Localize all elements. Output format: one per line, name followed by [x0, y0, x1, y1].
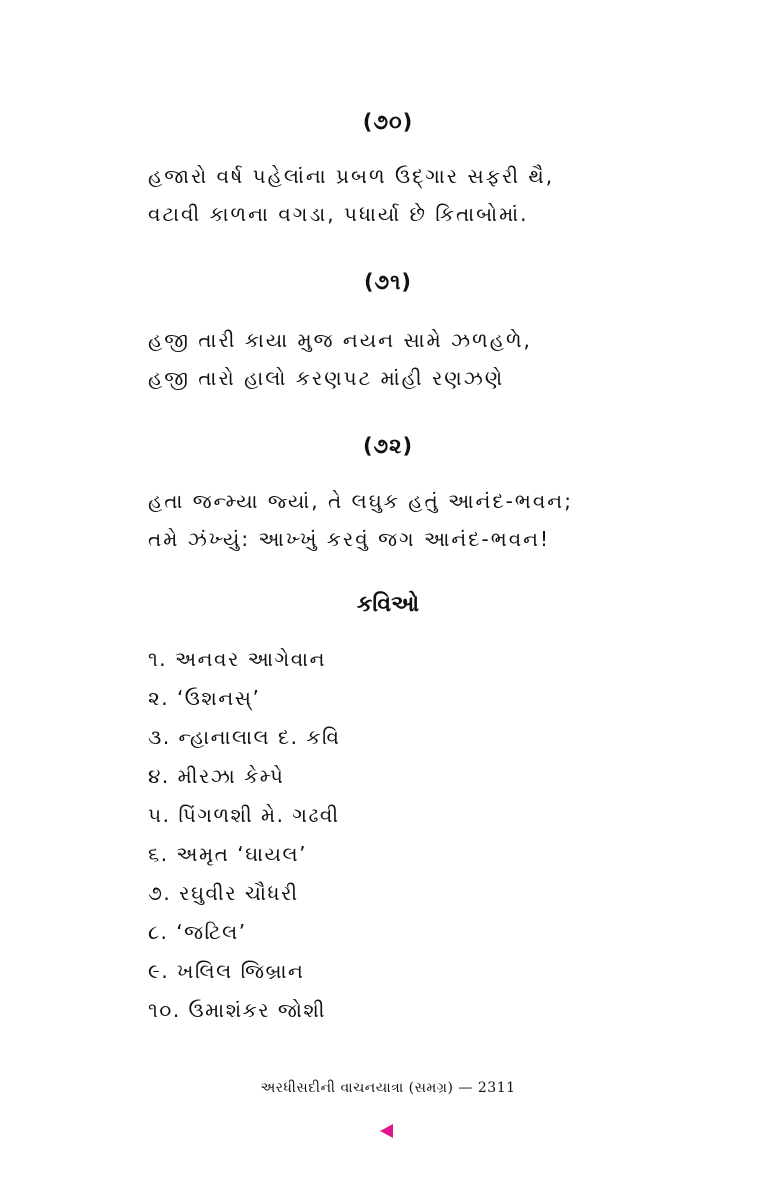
verse-number-70: (૭૦)	[362, 110, 414, 134]
verse-72	[148, 482, 708, 558]
verse-72-line-1: હતા જન્મ્યા જ્યાં, તે લઘુક હતું આનંદ-ભવન;	[148, 489, 573, 513]
verse-70-line-1: હજારો વર્ષ પહેલાંના પ્રબળ ઉદ્‌ગાર સફરી થૈ,	[148, 164, 555, 188]
poets-section-title: કવિઓ	[356, 592, 420, 617]
verse-71	[148, 321, 708, 397]
page-footer: અરધીસદીની વાચનયાત્રા (સમગ્ર) — 2311	[260, 1080, 516, 1096]
verse-number-71: (૭૧)	[363, 270, 413, 294]
verse-71-line-1: હજી તારી કાયા મુજ નયન સામે ઝળહળે,	[148, 328, 532, 352]
list-item: ૫. પિંગળશી મે. ગઢવી	[148, 803, 340, 827]
verse-70	[148, 157, 708, 233]
list-item: ૮. ‘જટિલ’	[148, 920, 247, 944]
list-item: ૯. ખલિલ જિબ્રાન	[148, 959, 305, 983]
list-item: ૩. ન્હાનાલાલ દ. કવિ	[148, 725, 341, 749]
list-item: ૬. અમૃત ‘ઘાયલ’	[148, 842, 307, 866]
verse-72-line-2: તમે ઝંખ્યું: આખ્ખું કરવું જગ આનંદ-ભવન!	[148, 527, 551, 551]
list-item: ૪. મીરઝા કેમ્પે	[148, 764, 285, 788]
verse-71-line-2: હજી તારો હાલો કરણપટ માંહી રણઝણે	[148, 366, 505, 390]
poet-list	[148, 640, 648, 1030]
verse-number-72: (૭૨)	[362, 434, 414, 458]
list-item: ૧. અનવર આગેવાન	[148, 647, 326, 671]
list-item: ૨. ‘ઉશનસ્’	[148, 686, 261, 710]
list-item: ૧૦. ઉમાશંકર જોશી	[148, 998, 326, 1022]
back-arrow-icon[interactable]	[380, 1124, 393, 1138]
verse-70-line-2: વટાવી કાળના વગડા, પધાર્યા છે કિતાબોમાં.	[148, 202, 529, 226]
list-item: ૭. રઘુવીર ચૌધરી	[148, 881, 299, 905]
